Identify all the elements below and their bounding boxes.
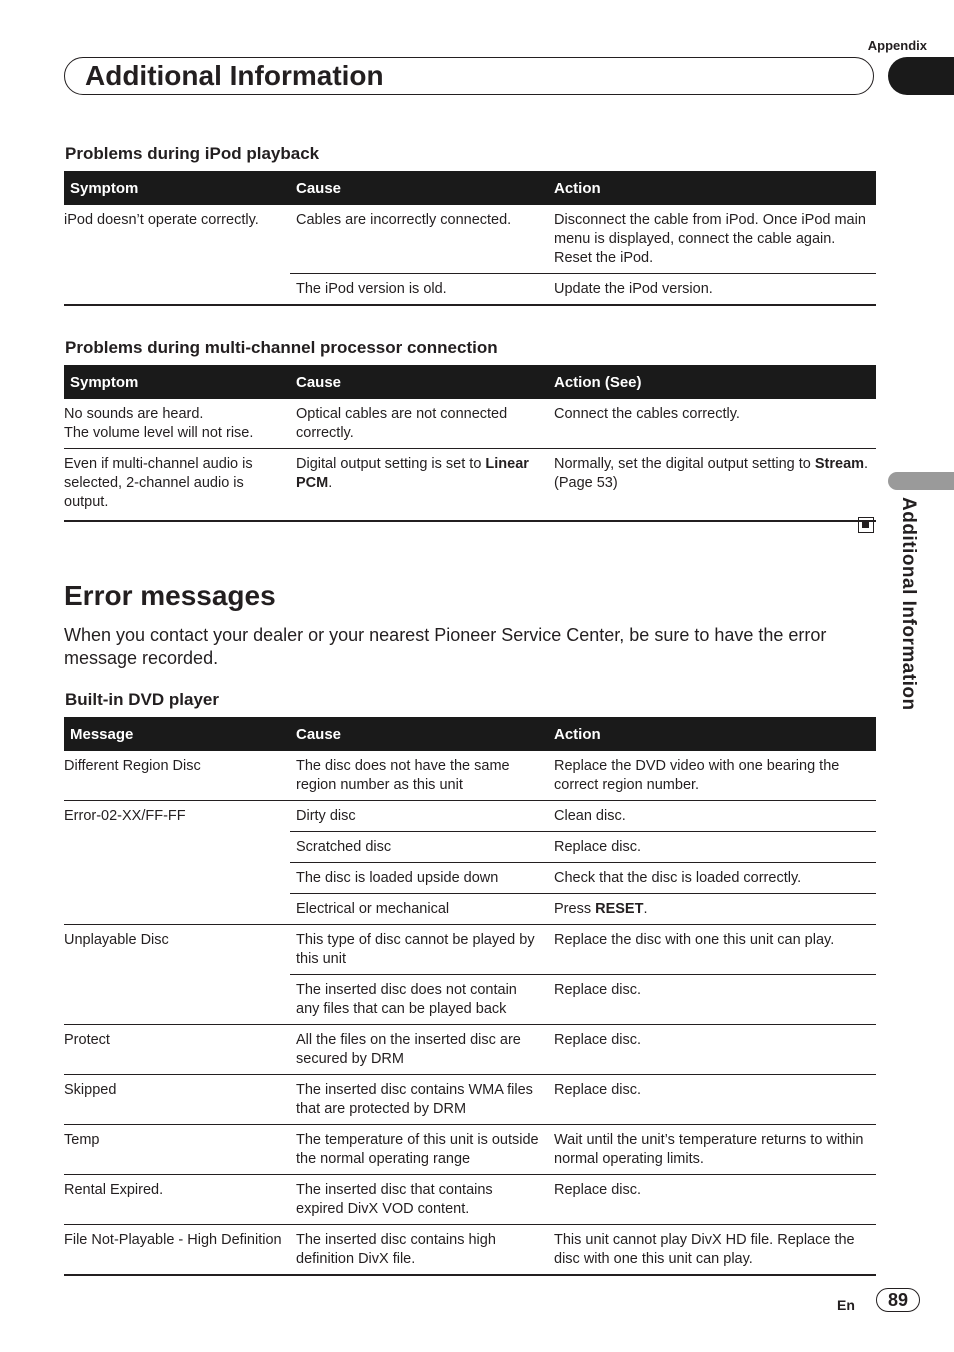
cell-symptom — [64, 274, 290, 306]
table-header-row — [64, 171, 876, 205]
ipod-table — [64, 171, 876, 306]
error-table — [64, 717, 876, 1276]
col-action: Action — [548, 171, 876, 205]
action-text: Press — [554, 901, 596, 917]
cell-action: Connect the cables correctly. — [548, 399, 876, 449]
table-row — [64, 1225, 876, 1276]
table-header-row — [64, 717, 876, 751]
header-tab-marker — [888, 57, 954, 95]
side-section-label: Additional Information — [898, 497, 919, 711]
cell-cause: The temperature of this unit is outside the normal operating range — [290, 1125, 548, 1175]
action-line: Disconnect the cable from iPod. Once iPod main menu is displayed, connect the cable again. — [554, 212, 866, 247]
col-action: Action (See) — [548, 365, 876, 399]
cell-action: Replace disc. — [548, 832, 876, 863]
setting-value: Stream — [814, 456, 865, 472]
reset-label: RESET — [595, 901, 644, 917]
cell-action: Replace disc. — [548, 1175, 876, 1225]
cell-action — [548, 449, 876, 522]
col-cause: Cause — [290, 365, 548, 399]
language-label: En — [837, 1297, 855, 1313]
table-row — [64, 399, 876, 449]
col-message: Message — [64, 717, 290, 751]
cell-cause: All the files on the inserted disc are secured by DRM — [290, 1025, 548, 1075]
page-number: 89 — [876, 1288, 920, 1312]
table-row — [64, 274, 876, 306]
cell-cause: Cables are incorrectly connected. — [290, 205, 548, 274]
cell-cause: The inserted disc contains WMA files that are protected by DRM — [290, 1075, 548, 1125]
symptom-line: The volume level will not rise. — [64, 425, 254, 441]
table-row — [64, 1075, 876, 1125]
cell-action: This unit cannot play DivX HD file. Replace the disc with one this unit can play. — [548, 1225, 876, 1276]
cell-symptom: iPod doesn’t operate correctly. — [64, 212, 259, 228]
cell-message: Protect — [64, 1025, 290, 1075]
cell-message: Rental Expired. — [64, 1175, 290, 1225]
action-text: . (Page 53) — [554, 456, 869, 491]
end-mark-icon — [858, 517, 874, 533]
cell-cause: The inserted disc that contains expired DivX VOD content. — [290, 1175, 548, 1225]
cell-action: Update the iPod version. — [548, 274, 876, 306]
cell-cause: Dirty disc — [290, 801, 548, 832]
ipod-heading: Problems during iPod playback — [65, 144, 320, 163]
cell-message: Temp — [64, 1125, 290, 1175]
cell-action — [548, 894, 876, 925]
cell-message: Skipped — [64, 1075, 290, 1125]
multi-heading: Problems during multi-channel processor connection — [65, 338, 498, 357]
table-row — [64, 1125, 876, 1175]
cell-cause: The inserted disc does not contain any files that can be played back — [290, 975, 548, 1025]
cell-cause: Optical cables are not connected correctly. — [290, 399, 548, 449]
cell-cause: The disc does not have the same region number as this unit — [290, 751, 548, 801]
setting-value: Linear PCM — [296, 456, 529, 491]
col-cause: Cause — [290, 717, 548, 751]
cell-action: Wait until the unit’s temperature returns to within normal operating limits. — [548, 1125, 876, 1175]
cell-cause: The iPod version is old. — [290, 274, 548, 306]
cell-action: Replace disc. — [548, 975, 876, 1025]
cell-cause: This type of disc cannot be played by this unit — [290, 925, 548, 975]
cell-action: Clean disc. — [548, 801, 876, 832]
table-row — [64, 1175, 876, 1225]
cause-text: Digital output setting is set to — [296, 456, 486, 472]
action-text: Normally, set the digital output setting to — [554, 456, 815, 472]
section-title: Additional Information — [85, 60, 384, 91]
action-text: . — [643, 901, 648, 917]
table-row — [64, 751, 876, 801]
col-action: Action — [548, 717, 876, 751]
table-row — [64, 205, 876, 274]
cell-action: Check that the disc is loaded correctly. — [548, 863, 876, 894]
multi-table — [64, 365, 876, 522]
page-title: Error messages — [64, 580, 276, 611]
table-row — [64, 925, 876, 975]
cell-action: Replace the disc with one this unit can play. — [548, 925, 876, 975]
cell-cause — [290, 449, 548, 522]
cell-symptom — [64, 399, 290, 449]
table-row — [64, 801, 876, 832]
cell-action: Replace disc. — [548, 1025, 876, 1075]
side-tab-marker — [888, 472, 954, 490]
symptom-line: No sounds are heard. — [64, 406, 204, 422]
cell-cause: Scratched disc — [290, 832, 548, 863]
cell-message: Unplayable Disc — [64, 925, 290, 1025]
intro-text: When you contact your dealer or your nearest Pioneer Service Center, be sure to have the error message recorded. — [64, 625, 827, 668]
cell-action: Replace the DVD video with one bearing the correct region number. — [548, 751, 876, 801]
action-line: Reset the iPod. — [554, 250, 654, 266]
col-symptom: Symptom — [64, 365, 290, 399]
cell-message: File Not-Playable - High Definition — [64, 1225, 290, 1276]
section-header — [64, 57, 874, 95]
cell-message: Different Region Disc — [64, 751, 290, 801]
table-header-row — [64, 365, 876, 399]
dvd-heading: Built-in DVD player — [65, 690, 219, 709]
cell-action — [548, 205, 876, 274]
cell-symptom: Even if multi-channel audio is selected, 2-channel audio is output. — [64, 449, 290, 522]
table-row — [64, 449, 876, 522]
col-symptom: Symptom — [64, 171, 290, 205]
cell-cause: Electrical or mechanical — [290, 894, 548, 925]
table-row — [64, 1025, 876, 1075]
appendix-label: Appendix — [867, 38, 927, 53]
cell-action: Replace disc. — [548, 1075, 876, 1125]
cell-cause: The inserted disc contains high definition DivX file. — [290, 1225, 548, 1276]
col-cause: Cause — [290, 171, 548, 205]
cell-message: Error-02-XX/FF-FF — [64, 801, 290, 925]
cell-cause: The disc is loaded upside down — [290, 863, 548, 894]
cause-text: . — [328, 475, 333, 491]
